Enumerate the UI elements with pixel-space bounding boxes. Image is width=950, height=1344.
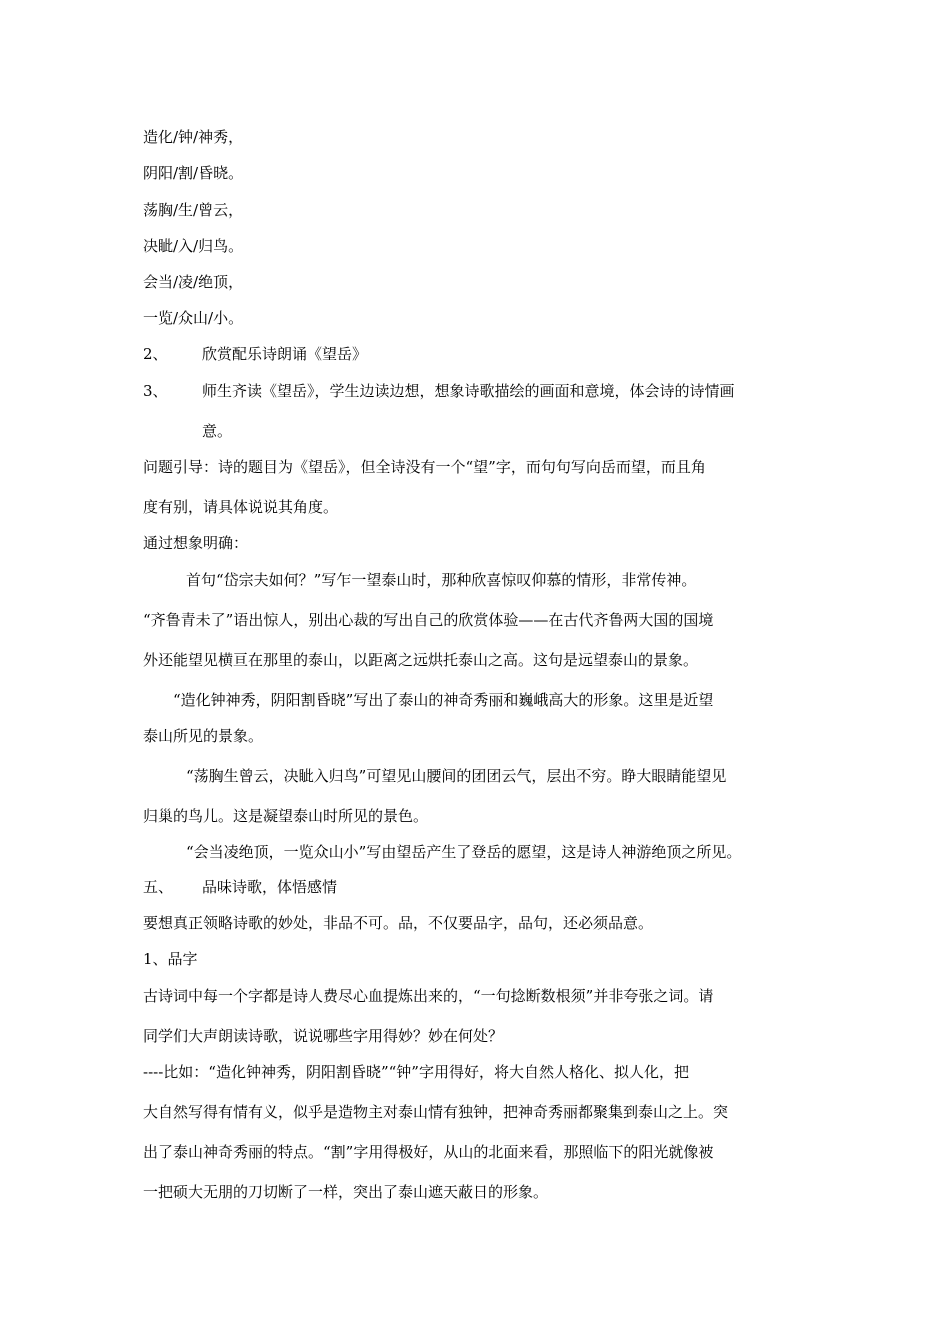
poem-line: 造化/钟/神秀， xyxy=(143,128,244,146)
poem-line: 荡胸/生/曾云， xyxy=(143,201,244,219)
step-text: 师生齐读《望岳》，学生边读边想，想象诗歌描绘的画面和意境，体会诗的诗情画 xyxy=(202,382,735,400)
paragraph-line: 归巢的鸟儿。这是凝望泰山时所见的景色。 xyxy=(143,807,429,825)
intro-text: 要想真正领略诗歌的妙处，非品不可。品，不仅要品字，品句，还必须品意。 xyxy=(143,914,654,932)
poem-line: 一览/众山/小。 xyxy=(143,309,244,327)
paragraph-line: 古诗词中每一个字都是诗人费尽心血提炼出来的，“一句捻断数根须”并非夸张之词。请 xyxy=(143,987,714,1005)
poem-line: 阴阳/割/昏晓。 xyxy=(143,164,244,182)
paragraph-line: 首句“岱宗夫如何？”写乍一望泰山时，那种欣喜惊叹仰慕的情形，非常传神。 xyxy=(186,571,697,589)
step-text: 欣赏配乐诗朗诵《望岳》 xyxy=(202,345,368,363)
question-text: 问题引导：诗的题目为《望岳》，但全诗没有一个“望”字，而句句写向岳而望，而且角 xyxy=(143,458,706,476)
example-line: 出了泰山神奇秀丽的特点。“割”字用得极好，从山的北面来看，那照临下的阳光就像被 xyxy=(143,1143,714,1161)
example-line: ----比如：“造化钟神秀，阴阳割昏晓”“钟”字用得好，将大自然人格化、拟人化，把 xyxy=(143,1063,689,1081)
paragraph-line: “齐鲁青未了”语出惊人，别出心裁的写出自己的欣赏体验——在古代齐鲁两大国的国境 xyxy=(143,611,714,629)
step-text-continued: 意。 xyxy=(202,422,233,440)
question-text: 度有别，请具体说说其角度。 xyxy=(143,498,339,516)
paragraph-line: 泰山所见的景象。 xyxy=(143,727,264,745)
step-number: 2、 xyxy=(143,345,168,363)
paragraph-line: “会当凌绝顶，一览众山小”写由望岳产生了登岳的愿望，这是诗人神游绝顶之所见。 xyxy=(186,843,742,861)
poem-line: 会当/凌/绝顶， xyxy=(143,273,244,291)
paragraph-line: “造化钟神秀，阴阳割昏晓”写出了泰山的神奇秀丽和巍峨高大的形象。这里是近望 xyxy=(173,691,714,709)
clarify-heading: 通过想象明确： xyxy=(143,534,249,552)
section-title: 品味诗歌，体悟感情 xyxy=(202,878,338,896)
example-line: 大自然写得有情有义，似乎是造物主对泰山情有独钟，把神奇秀丽都聚集到泰山之上。突 xyxy=(143,1103,729,1121)
section-number: 五、 xyxy=(143,878,174,896)
poem-line: 决眦/入/归鸟。 xyxy=(143,237,244,255)
example-line: 一把硕大无朋的刀切断了一样，突出了泰山遮天蔽日的形象。 xyxy=(143,1183,549,1201)
paragraph-line: 同学们大声朗读诗歌，说说哪些字用得妙？妙在何处？ xyxy=(143,1027,504,1045)
paragraph-line: 外还能望见横亘在那里的泰山，以距离之远烘托泰山之高。这句是远望泰山的景象。 xyxy=(143,651,699,669)
step-number: 3、 xyxy=(143,382,168,400)
paragraph-line: “荡胸生曾云，决眦入归鸟”可望见山腰间的团团云气，层出不穷。睁大眼睛能望见 xyxy=(186,767,727,785)
subsection-heading: 1、品字 xyxy=(143,950,198,968)
